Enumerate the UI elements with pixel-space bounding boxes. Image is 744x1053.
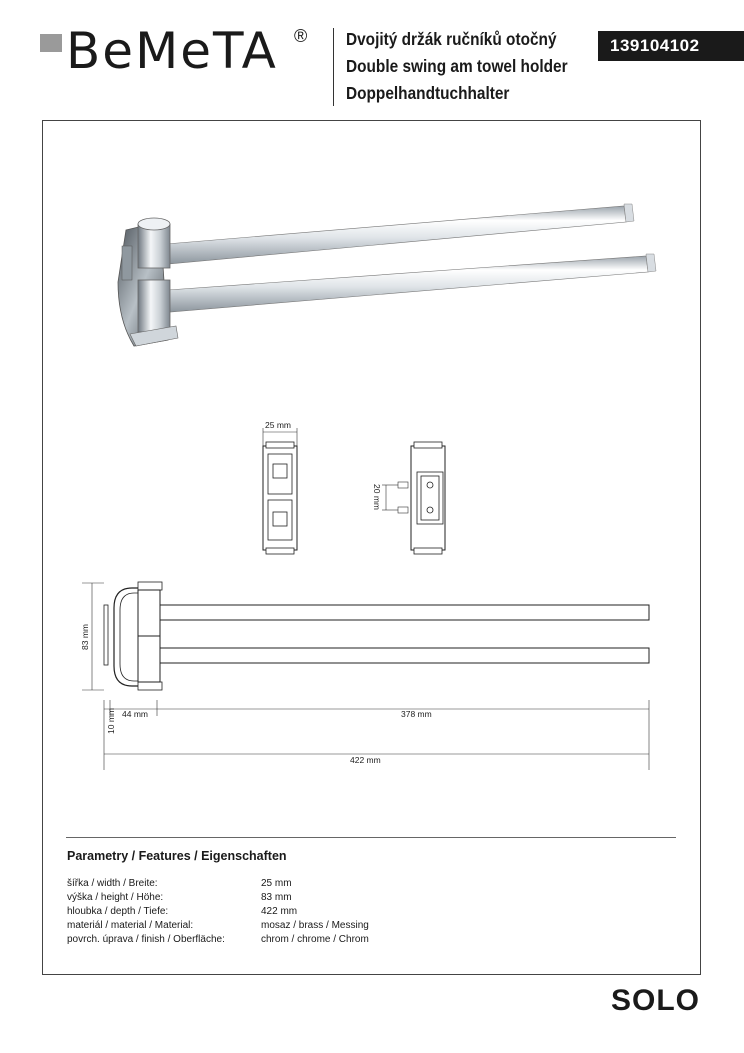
dim-height: 83 mm bbox=[80, 624, 90, 650]
spec-label: hloubka / depth / Tiefe: bbox=[67, 906, 169, 917]
title-german: Doppelhandtuchhalter bbox=[346, 83, 510, 103]
product-code-badge: 139104102 bbox=[598, 31, 744, 61]
series-name: SOLO bbox=[610, 984, 700, 1017]
spec-label: materiál / material / Material: bbox=[67, 920, 194, 931]
spec-value: mosaz / brass / Messing bbox=[261, 920, 369, 931]
dim-arm-length: 378 mm bbox=[401, 709, 432, 719]
spec-value: 422 mm bbox=[261, 906, 298, 917]
spec-value: chrom / chrome / Chrom bbox=[261, 934, 369, 945]
spec-value: 83 mm bbox=[261, 892, 292, 903]
dim-base-depth: 44 mm bbox=[122, 709, 148, 719]
product-photo bbox=[118, 204, 656, 346]
dim-total-length: 422 mm bbox=[350, 755, 381, 765]
dim-offset: 10 mm bbox=[106, 708, 116, 734]
spec-label: šířka / width / Breite: bbox=[67, 878, 158, 889]
spec-value: 25 mm bbox=[261, 878, 292, 889]
side-view bbox=[80, 582, 649, 770]
registered-mark: ® bbox=[294, 26, 308, 46]
spec-label: výška / height / Höhe: bbox=[67, 892, 164, 903]
features-separator bbox=[66, 837, 676, 838]
dim-spacing: 20 mm bbox=[372, 484, 382, 510]
back-view bbox=[372, 442, 445, 554]
features-heading: Parametry / Features / Eigenschaften bbox=[67, 849, 287, 863]
spec-label: povrch. úprava / finish / Oberfläche: bbox=[67, 934, 225, 945]
title-english: Double swing am towel holder bbox=[346, 56, 568, 76]
title-czech: Dvojitý držák ručníků otočný bbox=[346, 29, 557, 49]
front-view bbox=[263, 420, 297, 554]
logo-text: BeMeTA bbox=[66, 22, 278, 80]
dim-width-top: 25 mm bbox=[265, 420, 291, 430]
